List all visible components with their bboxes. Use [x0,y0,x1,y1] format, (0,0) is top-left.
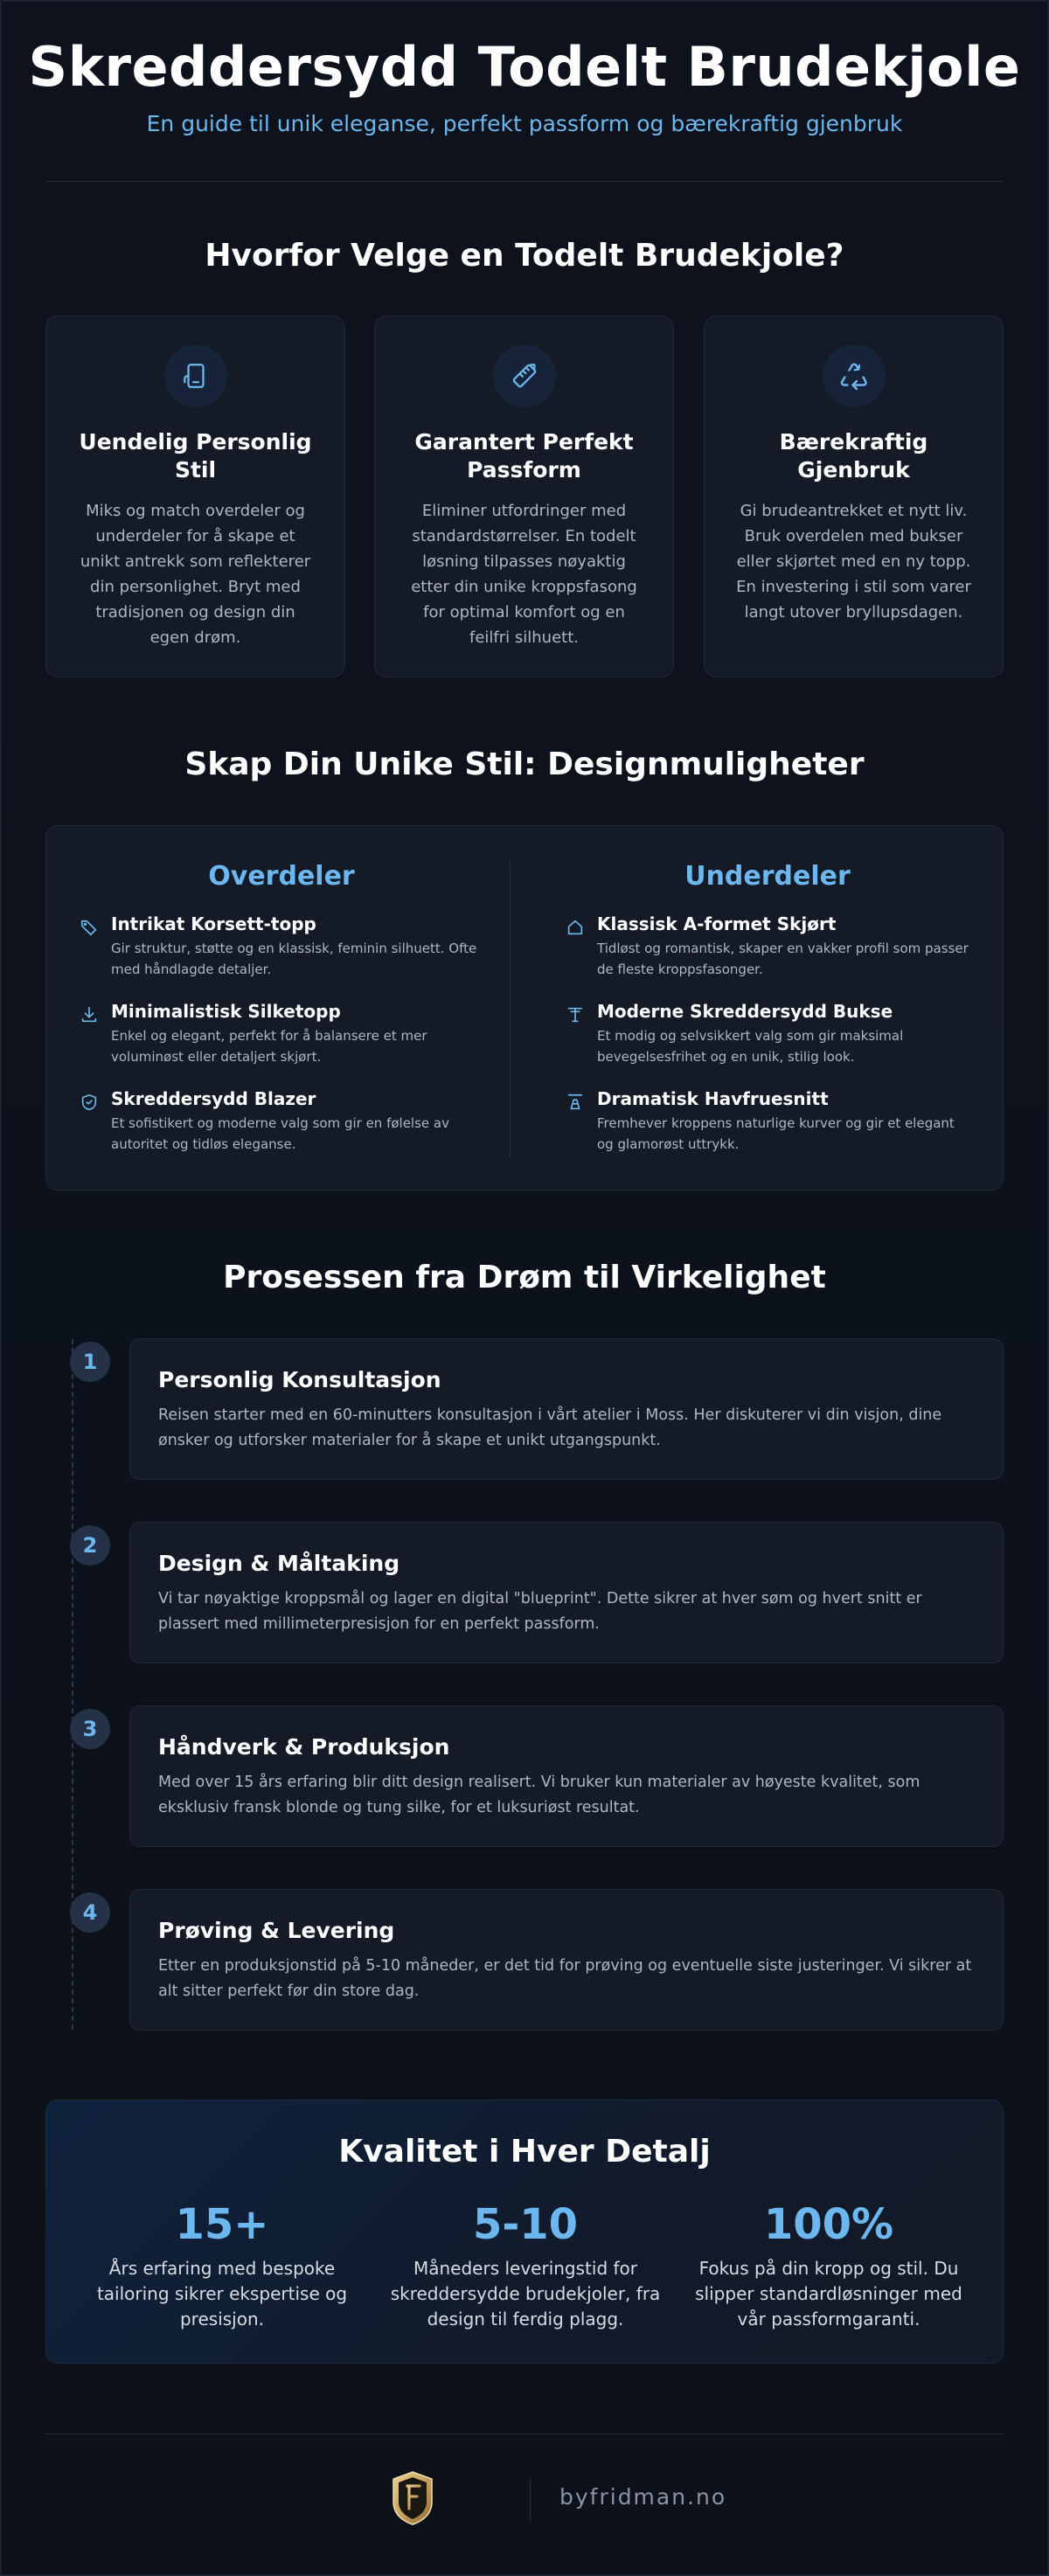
design-section-title: Skap Din Unike Stil: Designmuligheter [184,746,865,782]
design-item [76,913,487,1000]
stat-focus [684,2200,973,2332]
why-card-text: Eliminer utfordringer med standardstørrelser. En todelt løsning tilpasses nøyaktig etter din unike kroppsfasong for optimal komfort og en feilfri silhuett. [411,502,637,647]
shield-icon [80,1093,99,1112]
step-number: 3 [70,1709,110,1749]
why-card-title: Bærekraftig Gjenbruk [779,429,928,483]
design-item [562,1087,973,1175]
design-item-text: Et modig og selvsikkert valg som gir maksimal bevegelsesfrihet og en unik, stilig look. [597,1028,904,1065]
design-item [76,1000,487,1087]
home-icon [566,918,585,937]
tag-icon [80,918,99,937]
trousers-icon [566,1005,585,1024]
mermaid-icon [566,1093,585,1112]
why-card-title: Garantert Perfekt Passform [414,429,634,483]
phone-icon [164,344,227,407]
design-item-title: Intrikat Korsett-topp [111,913,316,934]
quality-title: Kvalitet i Hver Detalj [338,2134,711,2170]
design-item-text: Enkel og elegant, perfekt for å balansere et mer voluminøst eller detaljert skjørt. [111,1028,427,1065]
design-item [76,1087,487,1175]
page-header [0,35,1049,136]
why-section-title: Hvorfor Velge en Todelt Brudekjole? [205,238,844,274]
design-item-title: Minimalistisk Silketopp [111,1001,341,1022]
design-item-title: Dramatisk Havfruesnitt [597,1088,829,1109]
brand-logo[interactable] [390,2470,435,2526]
stat-experience [78,2200,366,2332]
design-item-text: Tidløst og romantisk, skaper en vakker profil som passer de fleste kroppsfasonger. [597,941,969,977]
design-divider [510,861,511,1158]
why-card-sustainable [704,316,1004,677]
page-subtitle: En guide til unik eleganse, perfekt passform og bærekraftig gjenbruk [146,111,903,136]
design-item-text: Gir struktur, støtte og en klassisk, feminin silhuett. Ofte med håndlagde detaljer. [111,941,477,977]
design-item [562,913,973,1000]
stat-delivery [381,2200,670,2332]
step-card [129,1889,1004,2031]
design-item-title: Skreddersydd Blazer [111,1088,316,1109]
step-card [129,1522,1004,1663]
bottoms-heading: Underdeler [684,861,851,892]
stat-value: 100% [763,2200,894,2249]
step-title: Prøving & Levering [158,1918,395,1943]
ruler-icon [493,344,556,407]
footer-site-link[interactable]: byfridman.no [559,2484,727,2510]
stat-label: Års erfaring med bespoke tailoring sikrer ekspertise og presisjon. [96,2258,348,2330]
step-card [129,1338,1004,1480]
stat-label: Måneders leveringstid for skreddersydde brudekjoler, fra design til ferdig plagg. [390,2258,661,2330]
stat-value: 5-10 [472,2200,579,2249]
header-divider [45,181,1004,182]
design-item-title: Klassisk A-formet Skjørt [597,913,837,934]
process-section-title: Prosessen fra Drøm til Virkelighet [223,1260,826,1295]
why-card-style [45,316,345,677]
why-card-fit [374,316,674,677]
design-item-text: Et sofistikert og moderne valg som gir en følelse av autoritet og tidløs eleganse. [111,1115,449,1152]
recycle-icon [823,344,886,407]
step-card [129,1705,1004,1847]
footer-separator [530,2479,531,2521]
step-number: 2 [70,1525,110,1566]
design-item [562,1000,973,1087]
step-title: Design & Måltaking [158,1551,400,1576]
step-text: Reisen starter med en 60-minutters konsultasjon i vårt atelier i Moss. Her diskuterer vi din visjon, dine ønsker og utforsker materialer for å skape et unikt utgangspunkt. [158,1406,942,1449]
stat-value: 15+ [175,2200,269,2249]
stat-label: Fokus på din kropp og stil. Du slipper standardløsninger med vår passformgaranti. [695,2258,962,2330]
design-item-title: Moderne Skreddersydd Bukse [597,1001,893,1022]
tops-heading: Overdeler [208,861,355,892]
page-title: Skreddersydd Todelt Brudekjole [28,35,1021,99]
download-icon [80,1005,99,1024]
timeline-line [72,1339,73,2030]
design-item-text: Fremhever kroppens naturlige kurver og gir et elegant og glamorøst uttrykk. [597,1115,955,1152]
design-panel [45,825,1004,1191]
step-title: Håndverk & Produksjon [158,1734,450,1760]
step-number: 4 [70,1892,110,1933]
step-title: Personlig Konsultasjon [158,1367,441,1392]
why-card-title: Uendelig Personlig Stil [79,429,312,483]
step-text: Med over 15 års erfaring blir ditt design realisert. Vi bruker kun materialer av høyeste kvalitet, som eksklusiv fransk blonde og tung silke, for et luksuriøst resultat. [158,1774,920,1816]
why-card-text: Gi brudeantrekket et nytt liv. Bruk overdelen med bukser eller skjørtet med en ny topp. En investering i stil som varer langt utover bryllupsdagen. [736,502,971,621]
step-text: Vi tar nøyaktige kroppsmål og lager en digital "blueprint". Dette sikrer at hver søm og hvert snitt er plassert med millimeterpresisjon for en perfekt passform. [158,1590,922,1633]
step-text: Etter en produksjonstid på 5-10 måneder, er det tid for prøving og eventuelle siste justeringer. Vi sikrer at alt sitter perfekt før din store dag. [158,1957,972,2000]
bottoms-column [562,861,973,1175]
step-number: 1 [70,1342,110,1382]
quality-panel [45,2100,1004,2364]
tops-column [76,861,487,1175]
why-card-text: Miks og match overdeler og underdeler for å skape et unikt antrekk som reflekterer din personlighet. Bryt med tradisjonen og design din egen drøm. [80,502,311,647]
